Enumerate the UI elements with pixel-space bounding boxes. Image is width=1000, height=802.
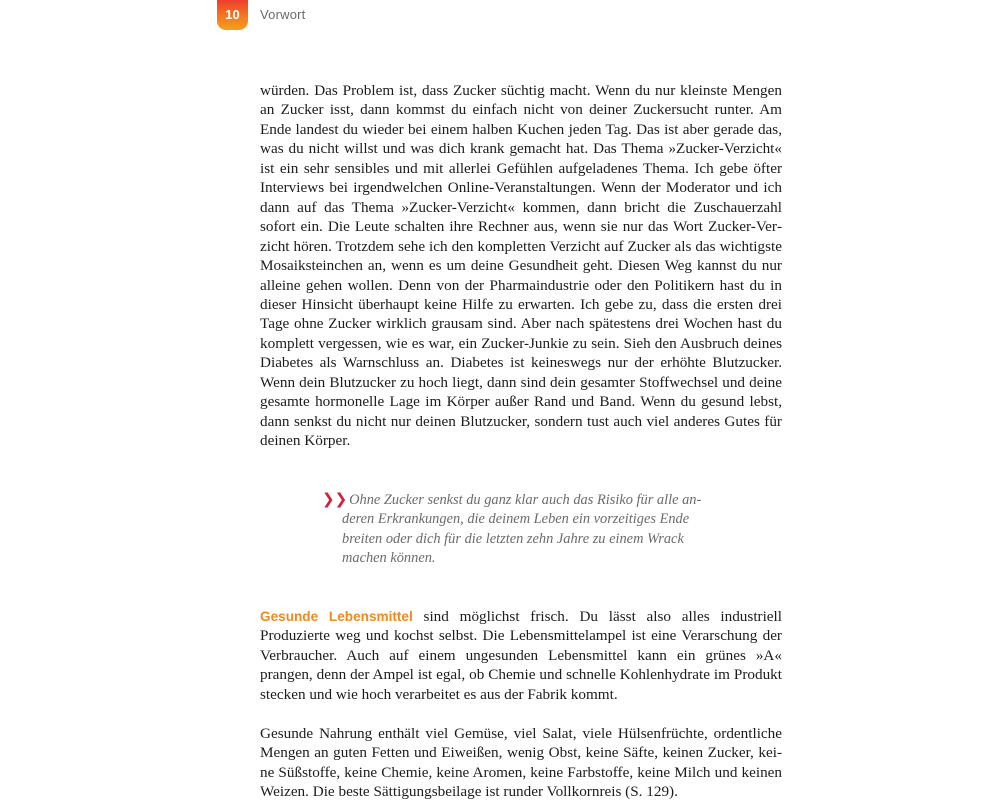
body-paragraph-2-text: sind möglichst frisch. Du lässt also alles industriell Produzierte weg und kochst selbst. Die Lebensmittelampel ist eine Verarschung der Verbraucher. Auch auf einem ungesunden Lebensmittel kann ein grünes »A« prangen, denn der Ampel ist egal, ob Chemie und schnelle Kohlenhydrate im Produkt stecken und wie hoch verarbeitet es aus der Fabrik kommt. bbox=[260, 608, 782, 703]
body-paragraph-1: würden. Das Problem ist, dass Zucker süchtig macht. Wenn du nur kleinste Mengen an Zucker isst, dann kommst du einfach nicht von deiner Zuckersucht runter. Am Ende landest du wieder bei einem halben Kuchen jeden Tag. Das ist aber gerade das, was du nicht willst und was dich krank gemacht hat. Das Thema »Zucker-Verzicht« ist ein sehr sensibles und mit allerlei Gefühlen aufgeladenes Thema. Ich gebe öfter Interviews bei irgendwelchen Online-Veranstaltungen. Wenn der Moderator und ich dann auf das Thema »Zucker-Verzicht« kommen, dann bricht die Zuschauerzahl sofort ein. Die Leute schalten ihre Rechner aus, wenn sie nur das Wort Zucker-Verzicht hören. Trotzdem sehe ich den kompletten Verzicht auf Zucker als das wichtigste Mosaiksteinchen an, wenn es um deine Gesundheit geht. Diesen Weg kannst du nur alleine gehen wollen. Denn von der Pharmaindustrie oder den Politikern hast du in dieser Hinsicht überhaupt keine Hilfe zu erwarten. Ich gebe zu, dass die ersten drei Tage ohne Zucker wirklich grausam sind. Aber nach spätestens drei Wochen hast du komplett vergessen, wie es war, ein Zucker-Junkie zu sein. Sieh den Ausbruch deines Diabetes als Warnschluss an. Diabetes ist keineswegs nur der erhöhte Blutzucker. Wenn dein Blutzucker zu hoch liegt, dann sind dein gesamter Stoffwechsel und deine gesamte hormonelle Lage im Körper außer Rand und Band. Wenn du gesund lebst, dann senkst du nicht nur deinen Blutzucker, sondern tust auch viel anderes Gutes für deinen Körper. bbox=[260, 82, 782, 450]
pullquote-line-3: breiten oder dich für die letzten zehn Jahre zu einem Wrack bbox=[342, 530, 684, 547]
page-number-tab: 10 bbox=[217, 0, 248, 30]
running-head: Vorwort bbox=[260, 7, 306, 22]
quote-mark-icon: ❯❯ bbox=[322, 490, 348, 508]
lead-in-heading: Gesunde Lebensmittel bbox=[260, 609, 413, 624]
pullquote bbox=[322, 490, 706, 568]
pullquote-line-1-text: Ohne Zucker senkst du ganz klar auch das Risiko für alle an- bbox=[349, 492, 702, 508]
body-paragraph-2 bbox=[260, 607, 782, 704]
body-paragraph-3: Gesunde Nahrung enthält viel Gemüse, viel Salat, viele Hülsenfrüchte, ordentliche Mengen an guten Fetten und Eiweißen, wenig Obst, keine Säfte, keinen Zucker, keine Süßstoffe, keine Chemie, keine Aromen, keine Farbstoffe, keine Milch und keinen Weizen. Die beste Sättigungsbeilage ist runder Vollkornreis (S. 129). bbox=[260, 725, 782, 801]
pullquote-line-4: machen können. bbox=[342, 549, 436, 566]
pullquote-line-1 bbox=[322, 490, 706, 510]
pullquote-line-2: deren Erkrankungen, die deinem Leben ein vorzeitiges Ende bbox=[342, 511, 690, 528]
